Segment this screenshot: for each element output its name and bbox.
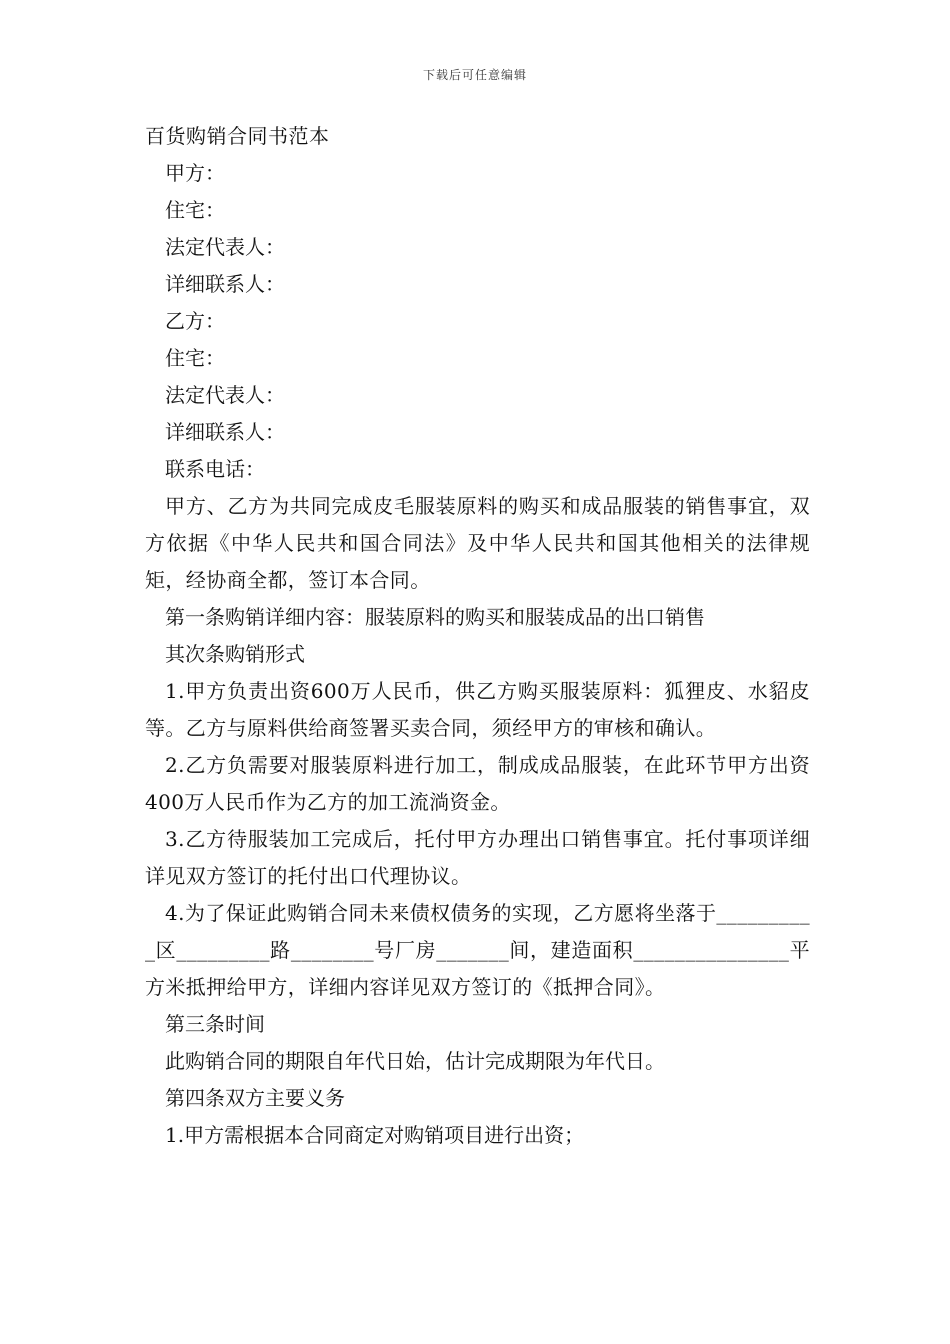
article-2-item-4: 4.为了保证此购销合同未来债权债务的实现，乙方愿将坐落于__________区_________路________号厂房_______间，建造面积_______________平方米抵押给甲方，详细内容详见双方签订的《抵押合同》。: [145, 901, 810, 999]
article-2-heading: 其次条购销形式: [165, 642, 305, 666]
article-2-item-2: 2.乙方负需要对服装原料进行加工，制成成品服装，在此环节甲方出资400万人民币作为乙方的加工流淌资金。: [145, 753, 810, 814]
article-2-item-1: 1.甲方负责出资600万人民币，供乙方购买服装原料：狐狸皮、水貂皮等。乙方与原料供给商签署买卖合同，须经甲方的审核和确认。: [145, 679, 810, 740]
article-1: 第一条购销详细内容：服装原料的购买和服装成品的出口销售: [165, 605, 705, 629]
party-a-address: 住宅：: [165, 198, 225, 222]
article-4-item-1: 1.甲方需根据本合同商定对购销项目进行出资；: [165, 1123, 585, 1147]
party-b-address: 住宅：: [165, 346, 225, 370]
preamble-paragraph: 甲方、乙方为共同完成皮毛服装原料的购买和成品服装的销售事宜，双方依据《中华人民共和国合同法》及中华人民共和国其他相关的法律规矩，经协商全都，签订本合同。: [145, 494, 810, 592]
article-3-text: 此购销合同的期限自年代日始，估计完成期限为年代日。: [165, 1049, 665, 1073]
page-header: 下载后可任意编辑: [422, 68, 527, 82]
party-b-contact: 详细联系人：: [165, 420, 285, 444]
party-a-contact: 详细联系人：: [165, 272, 285, 296]
party-a-label: 甲方：: [165, 161, 225, 185]
document-title: 百货购销合同书范本: [145, 124, 330, 148]
party-b-label: 乙方：: [165, 309, 225, 333]
article-2-item-3: 3.乙方待服装加工完成后，托付甲方办理出口销售事宜。托付事项详细详见双方签订的托付出口代理协议。: [145, 827, 810, 888]
document-body: [145, 118, 810, 1154]
article-4-heading: 第四条双方主要义务: [165, 1086, 345, 1110]
party-b-legal-rep: 法定代表人：: [165, 383, 285, 407]
party-b-phone: 联系电话：: [165, 457, 265, 481]
party-a-legal-rep: 法定代表人：: [165, 235, 285, 259]
article-3-heading: 第三条时间: [165, 1012, 265, 1036]
